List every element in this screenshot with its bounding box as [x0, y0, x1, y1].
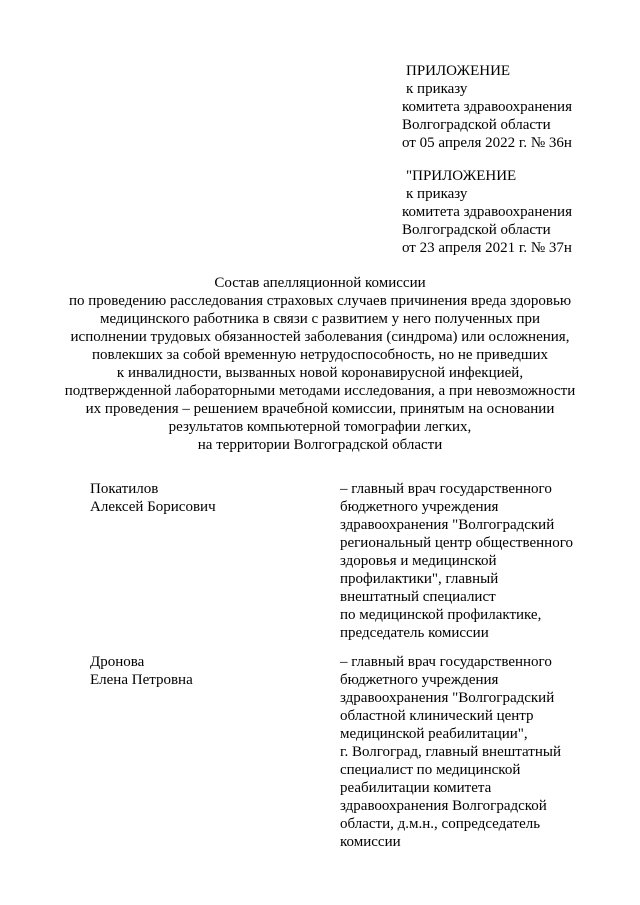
appendix-heading: "ПРИЛОЖЕНИЕ — [406, 168, 517, 184]
appendix-line: комитета здравоохранения — [402, 204, 572, 220]
position-line: здравоохранения Волгоградской — [340, 798, 547, 814]
appendix-line: комитета здравоохранения — [402, 99, 572, 115]
position-line: бюджетного учреждения — [340, 499, 499, 515]
appendix-line: Волгоградской области — [402, 117, 551, 133]
position-line: профилактики", главный — [340, 571, 499, 587]
title-line: Состав апелляционной комиссии — [214, 275, 426, 291]
appendix-order-date: от 05 апреля 2022 г. № 36н — [402, 135, 572, 151]
title-line: их проведения – решением врачебной комиссии, принятым на основании — [85, 401, 555, 417]
member-surname: Дронова — [90, 654, 145, 670]
position-line: области, д.м.н., сопредседатель — [340, 816, 541, 832]
member-name — [90, 653, 320, 689]
title-line: исполнении трудовых обязанностей заболевания (синдрома) или осложнения, — [70, 329, 570, 345]
position-line: региональный центр общественного — [340, 535, 573, 551]
position-line: председатель комиссии — [340, 625, 489, 641]
member-position — [340, 480, 610, 642]
position-line: комиссии — [340, 834, 401, 850]
position-line: – главный врач государственного — [340, 481, 552, 497]
position-line: реабилитации комитета — [340, 780, 492, 796]
position-line: – главный врач государственного — [340, 654, 552, 670]
document-title — [60, 274, 580, 454]
position-line: здравоохранения "Волгоградский — [340, 690, 555, 706]
title-line: медицинского работника в связи с развитием у него полученных при — [99, 311, 541, 327]
appendix-line: Волгоградской области — [402, 222, 551, 238]
appendix-line: к приказу — [406, 186, 468, 202]
member-given-names: Елена Петровна — [90, 672, 193, 688]
position-line: здравоохранения "Волгоградский — [340, 517, 555, 533]
position-line: областной клинический центр — [340, 708, 534, 724]
member-given-names: Алексей Борисович — [90, 499, 216, 515]
position-line: медицинской реабилитации", — [340, 726, 528, 742]
appendix-line: к приказу — [406, 81, 468, 97]
position-line: по медицинской профилактике, — [340, 607, 542, 623]
appendix-order-date: от 23 апреля 2021 г. № 37н — [402, 240, 572, 256]
position-line: здоровья и медицинской — [340, 553, 497, 569]
position-line: специалист по медицинской — [340, 762, 521, 778]
title-line: результатов компьютерной томографии легких, — [168, 419, 472, 435]
title-line: повлекших за собой временную нетрудоспособность, но не приведших — [92, 347, 548, 363]
title-line: по проведению расследования страховых случаев причинения вреда здоровью — [68, 293, 572, 309]
title-line: на территории Волгоградской области — [197, 437, 443, 453]
title-line: к инвалидности, вызванных новой коронавирусной инфекцией, — [116, 365, 524, 381]
member-name — [90, 480, 320, 516]
member-position — [340, 653, 610, 851]
member-surname: Покатилов — [90, 481, 159, 497]
position-line: г. Волгоград, главный внештатный — [340, 744, 561, 760]
appendix-header-current — [402, 62, 627, 152]
title-line: подтвержденной лабораторными методами исследования, а при невозможности — [64, 383, 576, 399]
appendix-heading: ПРИЛОЖЕНИЕ — [406, 63, 511, 79]
position-line: внештатный специалист — [340, 589, 496, 605]
position-line: бюджетного учреждения — [340, 672, 499, 688]
appendix-header-previous — [402, 167, 627, 257]
